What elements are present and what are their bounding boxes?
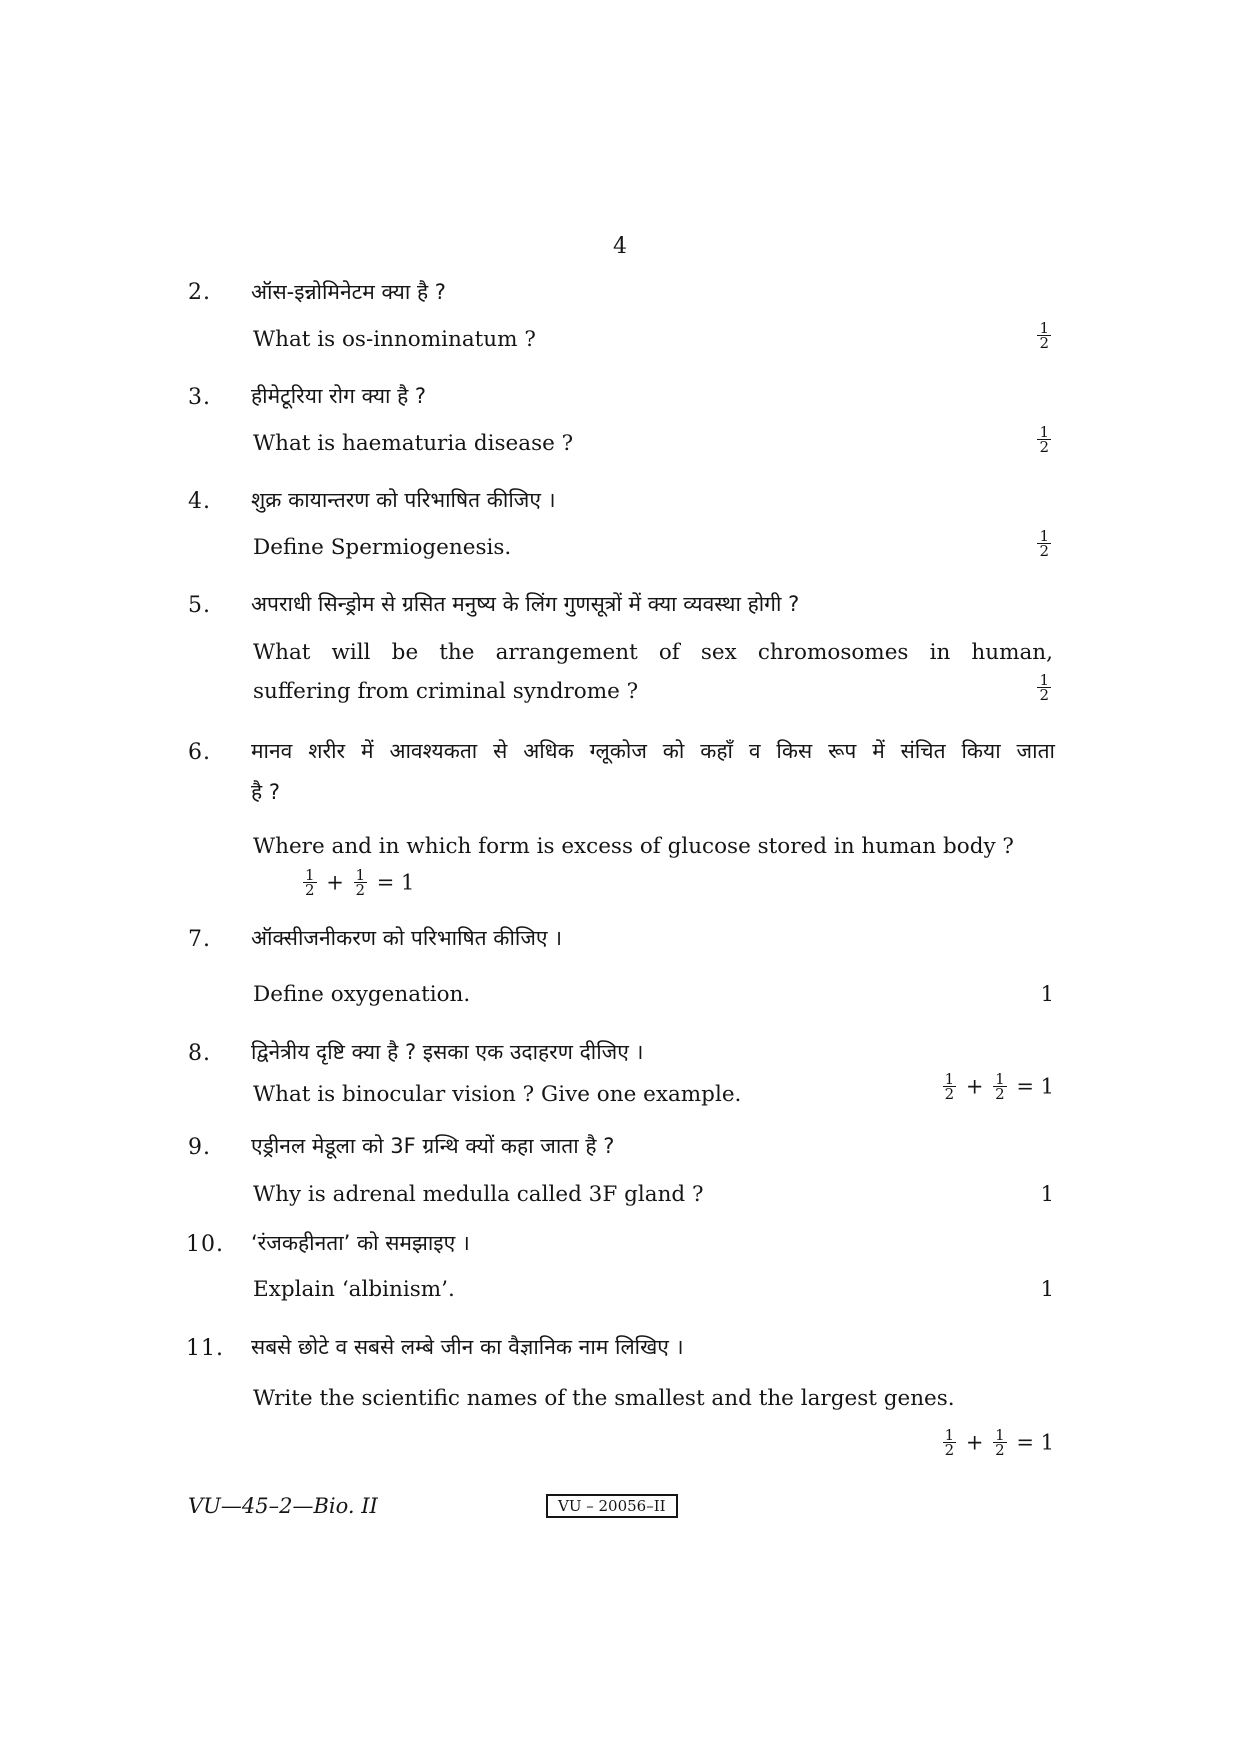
question-text-hindi: ‘रंजकहीनता’ को समझाइए । [251, 1231, 470, 1255]
question-text-hindi: सबसे छोटे व सबसे लम्बे जीन का वैज्ञानिक नाम लिखिए । [251, 1335, 684, 1359]
fraction: $\frac{1}{2}$ [1039, 319, 1049, 352]
question-text-hindi: शुक्र कायान्तरण को परिभाषित कीजिए । [251, 488, 556, 512]
question-text-english: What will be the arrangement of sex chromosomes in human, [253, 640, 1053, 665]
marks [1034, 425, 1054, 454]
question-text-hindi-cont: है ? [251, 780, 280, 804]
question-number: 10. [186, 1232, 224, 1257]
question-text-hindi: मानव शरीर में आवश्यकता से अधिक ग्लूकोज को कहाँ व किस रूप में संचित किया जाता [251, 739, 1055, 763]
question-text-english: Define oxygenation. [253, 982, 471, 1007]
paper-code-box: VU – 20056–II [546, 1494, 678, 1518]
marks: 1 [1040, 1277, 1054, 1301]
question-text-english: Define Spermiogenesis. [253, 535, 512, 560]
marks: $\frac{1}{2}$ + $\frac{1}{2}$ = 1 [944, 1070, 1054, 1103]
question-text-hindi: द्विनेत्रीय दृष्टि क्या है ? इसका एक उदाहरण दीजिए । [251, 1040, 644, 1064]
question-number: 7. [188, 927, 211, 952]
question-text-english-cont: suffering from criminal syndrome ? [253, 679, 639, 704]
question-text-english: Write the scientific names of the smallest and the largest genes. [253, 1386, 955, 1411]
marks: 1 [1040, 1182, 1054, 1206]
question-number: 9. [188, 1135, 211, 1160]
question-number: 8. [188, 1041, 211, 1066]
marks: 1 [1040, 982, 1054, 1006]
question-number: 5. [188, 593, 211, 618]
fraction: $\frac{1}{2}$ [355, 866, 366, 899]
page-number: 4 [613, 234, 627, 259]
fraction: $\frac{1}{2}$ [1039, 527, 1049, 560]
paper-code: VU—45–2—Bio. II [188, 1494, 378, 1518]
question-text-hindi: ऑक्सीजनीकरण को परिभाषित कीजिए । [251, 926, 563, 950]
question-number: 6. [188, 740, 211, 765]
question-text-hindi: अपराधी सिन्ड्रोम से ग्रसित मनुष्य के लिंग गुणसूत्रों में क्या व्यवस्था होगी ? [251, 592, 800, 616]
question-text-hindi: एड्रीनल मेडूला को 3F ग्रन्थि क्यों कहा जाता है ? [251, 1134, 615, 1158]
marks: $\frac{1}{2}$ + $\frac{1}{2}$ = 1 [305, 866, 415, 899]
question-text-hindi: ऑस-इन्नोमिनेटम क्या है ? [251, 280, 446, 304]
question-number: 3. [188, 385, 211, 410]
fraction: $\frac{1}{2}$ [1039, 423, 1049, 456]
marks [1034, 529, 1054, 558]
fraction: $\frac{1}{2}$ [995, 1070, 1005, 1103]
question-text-hindi: हीमेटूरिया रोग क्या है ? [251, 384, 427, 408]
marks: $\frac{1}{2}$ + $\frac{1}{2}$ = 1 [944, 1426, 1054, 1459]
marks [1034, 673, 1054, 702]
fraction: $\frac{1}{2}$ [944, 1426, 955, 1459]
question-text-english: What is haematuria disease ? [253, 431, 574, 456]
question-number: 2. [188, 280, 211, 305]
fraction: $\frac{1}{2}$ [1039, 671, 1049, 704]
question-text-english: Why is adrenal medulla called 3F gland ? [253, 1182, 704, 1207]
question-text-english: What is binocular vision ? Give one example. [253, 1082, 742, 1107]
question-text-english: What is os-innominatum ? [253, 327, 536, 352]
question-text-english: Where and in which form is excess of glucose stored in human body ? [253, 834, 1014, 859]
fraction: $\frac{1}{2}$ [944, 1070, 955, 1103]
question-number: 4. [188, 489, 211, 514]
fraction: $\frac{1}{2}$ [995, 1426, 1005, 1459]
fraction: $\frac{1}{2}$ [305, 866, 315, 899]
question-number: 11. [186, 1336, 224, 1361]
question-text-english: Explain ‘albinism’. [253, 1277, 455, 1302]
marks [1034, 321, 1054, 350]
